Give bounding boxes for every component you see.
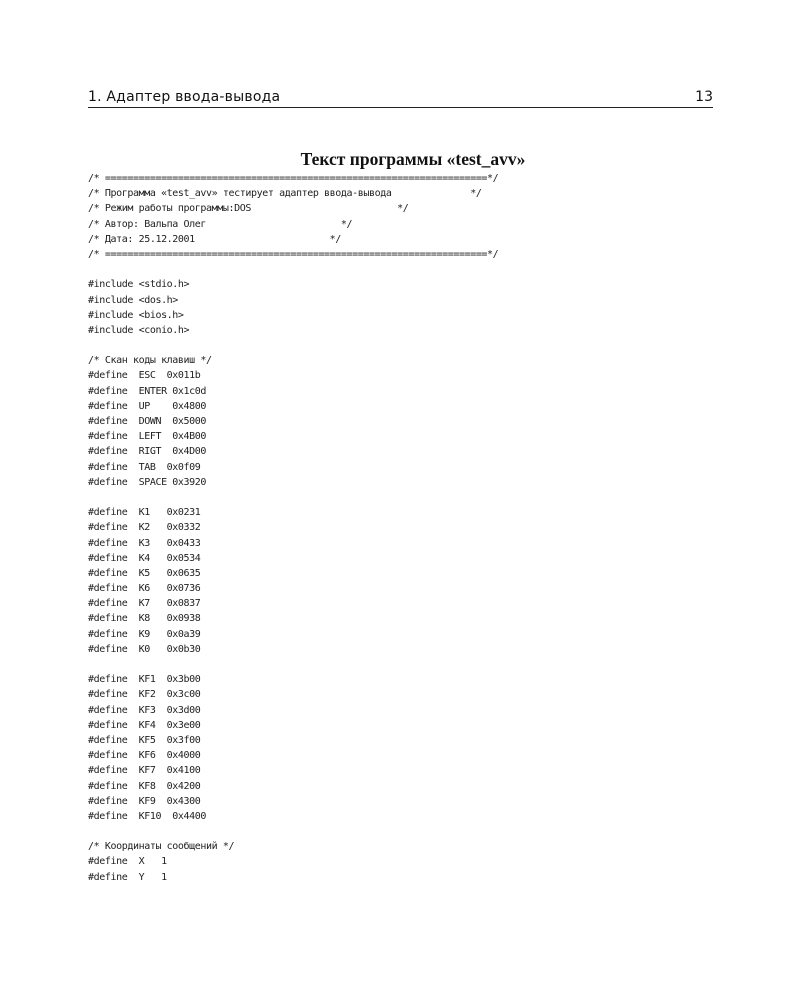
code-line: #include <conio.h> — [88, 324, 190, 336]
code-line: /* Программа «test_avv» тестирует адаптер ввода-вывода */ — [88, 188, 482, 200]
code-line — [88, 338, 498, 353]
code-line: #define KF5 0x3f00 — [88, 734, 201, 746]
code-line: #define K7 0x0837 — [88, 598, 201, 610]
code-line: #define K8 0x0938 — [88, 613, 201, 625]
code-line: #define KF8 0x4200 — [88, 780, 201, 792]
code-line: #define K3 0x0433 — [88, 537, 201, 549]
code-line — [88, 824, 498, 839]
section-title: Текст программы «test_avv» — [300, 149, 526, 169]
code-line: #include <dos.h> — [88, 294, 178, 306]
code-line: #define KF3 0x3d00 — [88, 704, 201, 716]
code-line: #define TAB 0x0f09 — [88, 461, 201, 473]
code-line: #define ESC 0x011b — [88, 370, 201, 382]
code-line: #define K1 0x0231 — [88, 507, 201, 519]
page-number: 13 — [695, 89, 713, 105]
code-line: #define KF1 0x3b00 — [88, 674, 201, 686]
page-header — [88, 89, 713, 107]
code-line — [88, 490, 498, 505]
code-line: #define ENTER 0x1c0d — [88, 385, 207, 397]
chapter-title: 1. Адаптер ввода-вывода — [88, 89, 281, 105]
header-divider — [88, 107, 713, 108]
code-line: #include <stdio.h> — [88, 279, 190, 291]
code-line: /* Скан коды клавиш */ — [88, 355, 212, 367]
code-line: /* Координаты сообщений */ — [88, 841, 235, 853]
code-line: /* Режим работы программы:DOS */ — [88, 203, 409, 215]
code-line: #define KF6 0x4000 — [88, 750, 201, 762]
code-line: #define K0 0x0b30 — [88, 643, 201, 655]
code-line: #define KF2 0x3c00 — [88, 689, 201, 701]
code-line: #define DOWN 0x5000 — [88, 416, 207, 427]
code-line: #define Y 1 — [88, 871, 167, 883]
code-line: #define KF4 0x3e00 — [88, 719, 201, 731]
code-line: /* Автор: Вальпа Олег */ — [88, 218, 353, 230]
code-line: #include <bios.h> — [88, 309, 184, 321]
code-listing — [88, 171, 498, 885]
code-line: #define K5 0x0635 — [88, 567, 201, 579]
code-line: /* ====================================================================*/ — [88, 173, 499, 184]
code-line: #define X 1 — [88, 856, 167, 868]
code-line: #define SPACE 0x3920 — [88, 476, 207, 488]
code-line — [88, 657, 498, 672]
code-line: #define LEFT 0x4B00 — [88, 431, 207, 443]
code-line: #define K9 0x0a39 — [88, 628, 201, 640]
code-line: #define UP 0x4800 — [88, 400, 207, 412]
code-line: #define KF10 0x4400 — [88, 810, 207, 822]
code-line: #define K2 0x0332 — [88, 522, 201, 534]
code-line: #define KF9 0x4300 — [88, 795, 201, 807]
code-line: /* Дата: 25.12.2001 */ — [88, 233, 341, 245]
code-line: #define RIGT 0x4D00 — [88, 446, 207, 458]
code-line — [88, 262, 498, 277]
code-line: #define KF7 0x4100 — [88, 765, 201, 777]
code-line: #define K6 0x0736 — [88, 583, 201, 595]
code-line: #define K4 0x0534 — [88, 552, 201, 564]
code-line: /* ====================================================================*/ — [88, 248, 499, 260]
